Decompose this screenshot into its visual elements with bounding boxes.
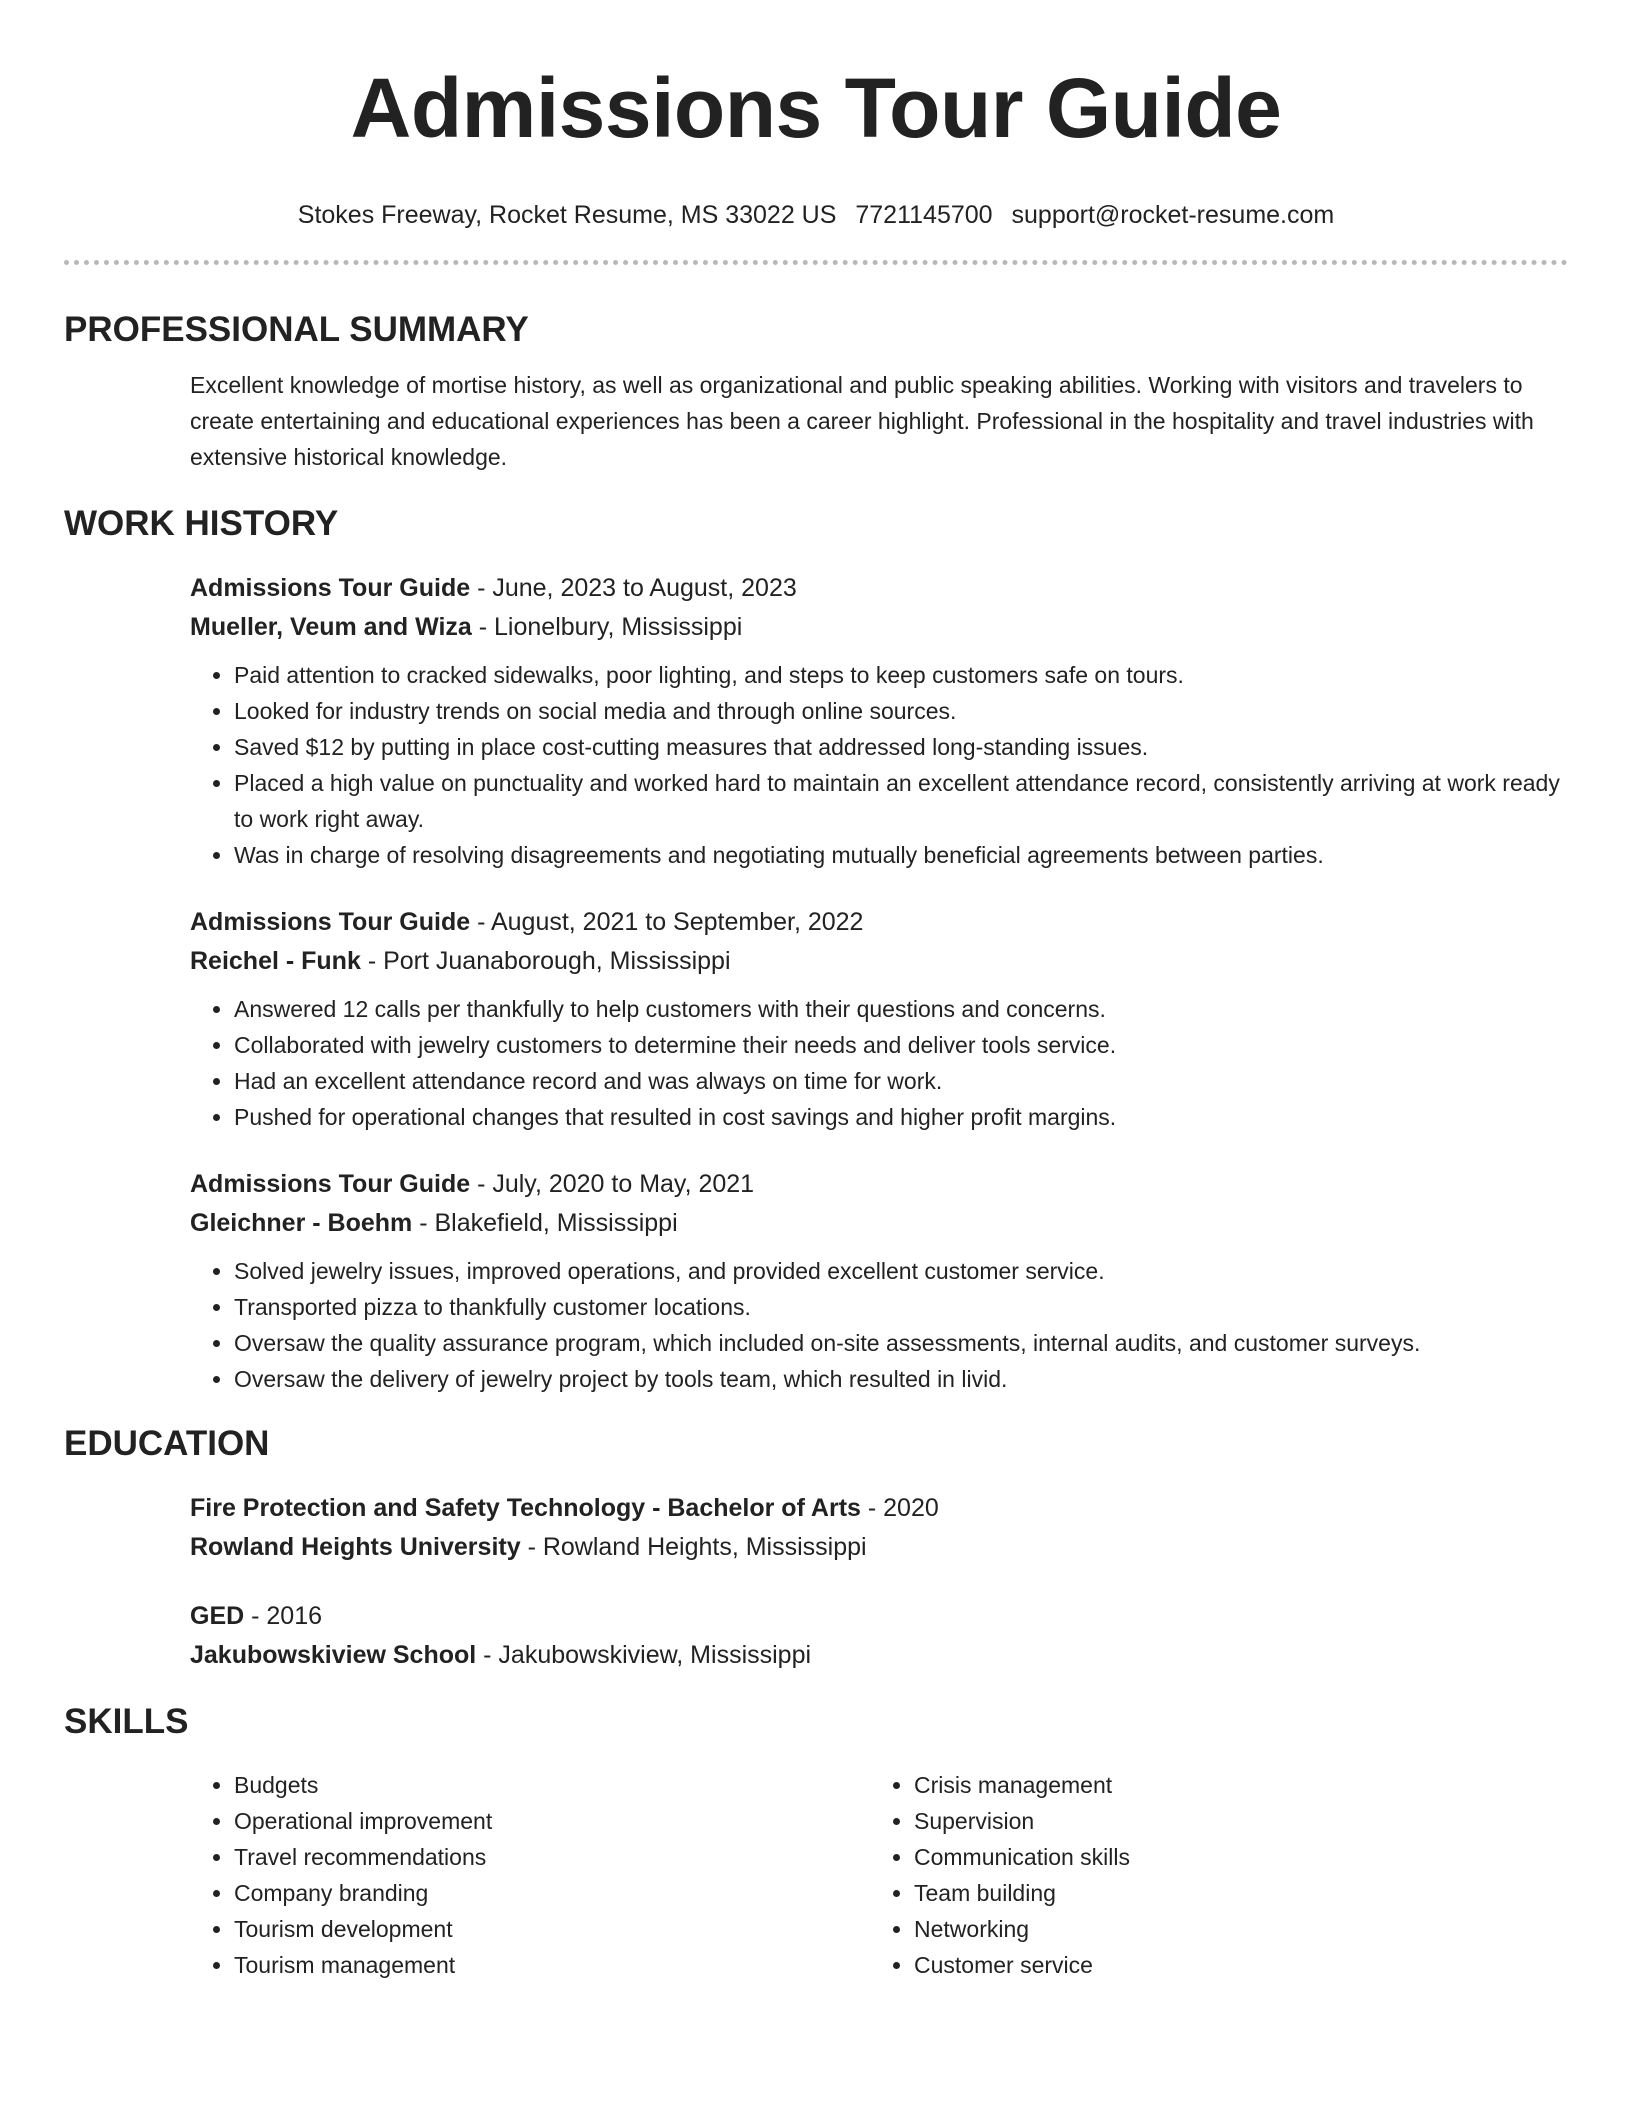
skills-section: [64, 1701, 1568, 1983]
job-dates: - August, 2021 to September, 2022: [470, 908, 864, 936]
work-history-section: [64, 503, 1568, 1397]
education-entry: [190, 1597, 1568, 1675]
job-bullets: [190, 657, 1568, 873]
contact-address: Stokes Freeway, Rocket Resume, MS 33022 US: [297, 201, 837, 229]
job-location: - Port Juanaborough, Mississippi: [360, 947, 731, 975]
job-company: Reichel - Funk: [190, 947, 361, 975]
job-title-line: [190, 1165, 1568, 1204]
education-school: Jakubowskiview School: [190, 1641, 477, 1669]
education-degree: Fire Protection and Safety Technology - Bachelor of Arts: [190, 1494, 861, 1522]
job-bullet: • Answered 12 calls per thankfully to help customers with their questions and concerns.: [234, 991, 1568, 1027]
job-dates: - July, 2020 to May, 2021: [470, 1170, 755, 1198]
job-bullet: • Oversaw the quality assurance program, which included on-site assessments, internal audits, and customer surveys.: [234, 1325, 1568, 1361]
job-title-line: [190, 903, 1568, 942]
job-bullet: • Oversaw the delivery of jewelry project by tools team, which resulted in livid.: [234, 1361, 1568, 1397]
job-bullet: • Collaborated with jewelry customers to determine their needs and deliver tools service.: [234, 1027, 1568, 1063]
skill-item: • Budgets: [234, 1767, 870, 1803]
skills-heading: SKILLS: [64, 1702, 189, 1741]
skill-item: • Customer service: [914, 1947, 1550, 1983]
job-bullet: • Pushed for operational changes that resulted in cost savings and higher profit margins.: [234, 1099, 1568, 1135]
skills-list-left: [190, 1767, 870, 1983]
job-bullet: • Was in charge of resolving disagreements and negotiating mutually beneficial agreements between parties.: [234, 837, 1568, 873]
skill-item: • Communication skills: [914, 1839, 1550, 1875]
education-heading: EDUCATION: [64, 1424, 270, 1463]
education-degree: GED: [190, 1602, 245, 1630]
education-school-line: [190, 1528, 1568, 1567]
contact-phone: 7721145700: [855, 201, 993, 229]
education-degree-line: [190, 1597, 1568, 1636]
work-history-heading: WORK HISTORY: [64, 504, 339, 543]
job-entry: [190, 903, 1568, 1135]
job-location: - Lionelbury, Mississippi: [471, 613, 743, 641]
job-title: Admissions Tour Guide: [190, 1170, 471, 1198]
skill-item: • Networking: [914, 1911, 1550, 1947]
education-school-line: [190, 1636, 1568, 1675]
education-location: - Jakubowskiview, Mississippi: [476, 1641, 812, 1669]
skill-item: • Tourism development: [234, 1911, 870, 1947]
skills-column-right: [870, 1757, 1550, 1983]
education-entry: [190, 1489, 1568, 1567]
job-bullet: • Saved $12 by putting in place cost-cutting measures that addressed long-standing issues.: [234, 729, 1568, 765]
summary-section: [64, 309, 1568, 475]
skills-columns: [190, 1757, 1568, 1983]
contact-email: support@rocket-resume.com: [1011, 201, 1335, 229]
job-bullet: • Looked for industry trends on social media and through online sources.: [234, 693, 1568, 729]
job-company-line: [190, 942, 1568, 981]
job-company-line: [190, 608, 1568, 647]
job-bullet: • Solved jewelry issues, improved operations, and provided excellent customer service.: [234, 1253, 1568, 1289]
job-bullets: [190, 1253, 1568, 1397]
job-bullet: • Had an excellent attendance record and was always on time for work.: [234, 1063, 1568, 1099]
job-bullet: • Paid attention to cracked sidewalks, poor lighting, and steps to keep customers safe on tours.: [234, 657, 1568, 693]
job-company: Mueller, Veum and Wiza: [190, 613, 472, 641]
education-section: [64, 1423, 1568, 1675]
skill-item: • Team building: [914, 1875, 1550, 1911]
education-degree-line: [190, 1489, 1568, 1528]
skill-item: • Supervision: [914, 1803, 1550, 1839]
education-school: Rowland Heights University: [190, 1533, 521, 1561]
header-divider: [64, 260, 1568, 265]
job-company: Gleichner - Boehm: [190, 1209, 413, 1237]
skill-item: • Company branding: [234, 1875, 870, 1911]
job-dates: - June, 2023 to August, 2023: [470, 574, 797, 602]
skill-item: • Travel recommendations: [234, 1839, 870, 1875]
skills-column-left: [190, 1757, 870, 1983]
job-title-line: [190, 569, 1568, 608]
education-year: - 2020: [860, 1494, 939, 1522]
job-bullet: • Placed a high value on punctuality and worked hard to maintain an excellent attendance record, consistently arriving at work ready to work right away.: [234, 765, 1568, 837]
job-title: Admissions Tour Guide: [190, 908, 471, 936]
job-company-line: [190, 1204, 1568, 1243]
skill-item: • Crisis management: [914, 1767, 1550, 1803]
job-location: - Blakefield, Mississippi: [412, 1209, 678, 1237]
job-title: Admissions Tour Guide: [190, 574, 471, 602]
resume-title: Admissions Tour Guide: [350, 61, 1282, 155]
education-location: - Rowland Heights, Mississippi: [520, 1533, 867, 1561]
skills-list-right: [870, 1767, 1550, 1983]
job-bullet: • Transported pizza to thankfully customer locations.: [234, 1289, 1568, 1325]
contact-line: [64, 200, 1568, 230]
summary-heading: PROFESSIONAL SUMMARY: [64, 310, 529, 349]
education-year: - 2016: [244, 1602, 323, 1630]
skill-item: • Operational improvement: [234, 1803, 870, 1839]
job-entry: [190, 1165, 1568, 1397]
summary-text: Excellent knowledge of mortise history, as well as organizational and public speaking abilities. Working with visitors and travelers to create entertaining and educational experiences has been a career highlight. Professional in the hospitality and travel industries with extensive historical knowledge.: [190, 372, 1534, 470]
job-entry: [190, 569, 1568, 873]
skill-item: • Tourism management: [234, 1947, 870, 1983]
job-bullets: [190, 991, 1568, 1135]
